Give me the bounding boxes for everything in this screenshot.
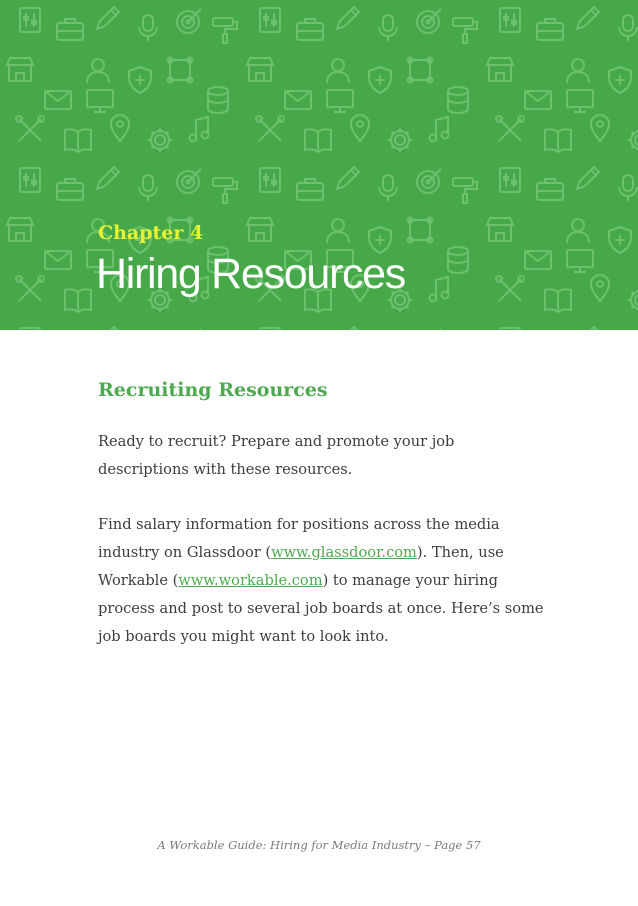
resources-text-part2: ). Then, use Workable ( [98, 544, 504, 589]
chapter-title: Hiring Resources [96, 250, 405, 298]
glassdoor-link[interactable]: www.glassdoor.com [271, 544, 417, 561]
section-heading: Recruiting Resources [98, 379, 328, 401]
resources-paragraph [98, 511, 548, 651]
workable-link[interactable]: www.workable.com [178, 572, 323, 589]
chapter-label: Chapter 4 [98, 222, 204, 244]
page-footer: A Workable Guide: Hiring for Media Industry – Page 57 [157, 838, 481, 852]
chapter-banner [0, 0, 638, 330]
resources-text-part1: Find salary information for positions across the media industry on Glassdoor ( [98, 516, 500, 561]
resources-text-part3: ) to manage your hiring process and post to several job boards at once. Here’s some job boards you might want to look into. [98, 572, 544, 645]
intro-paragraph: Ready to recruit? Prepare and promote your job descriptions with these resources. [98, 433, 455, 478]
